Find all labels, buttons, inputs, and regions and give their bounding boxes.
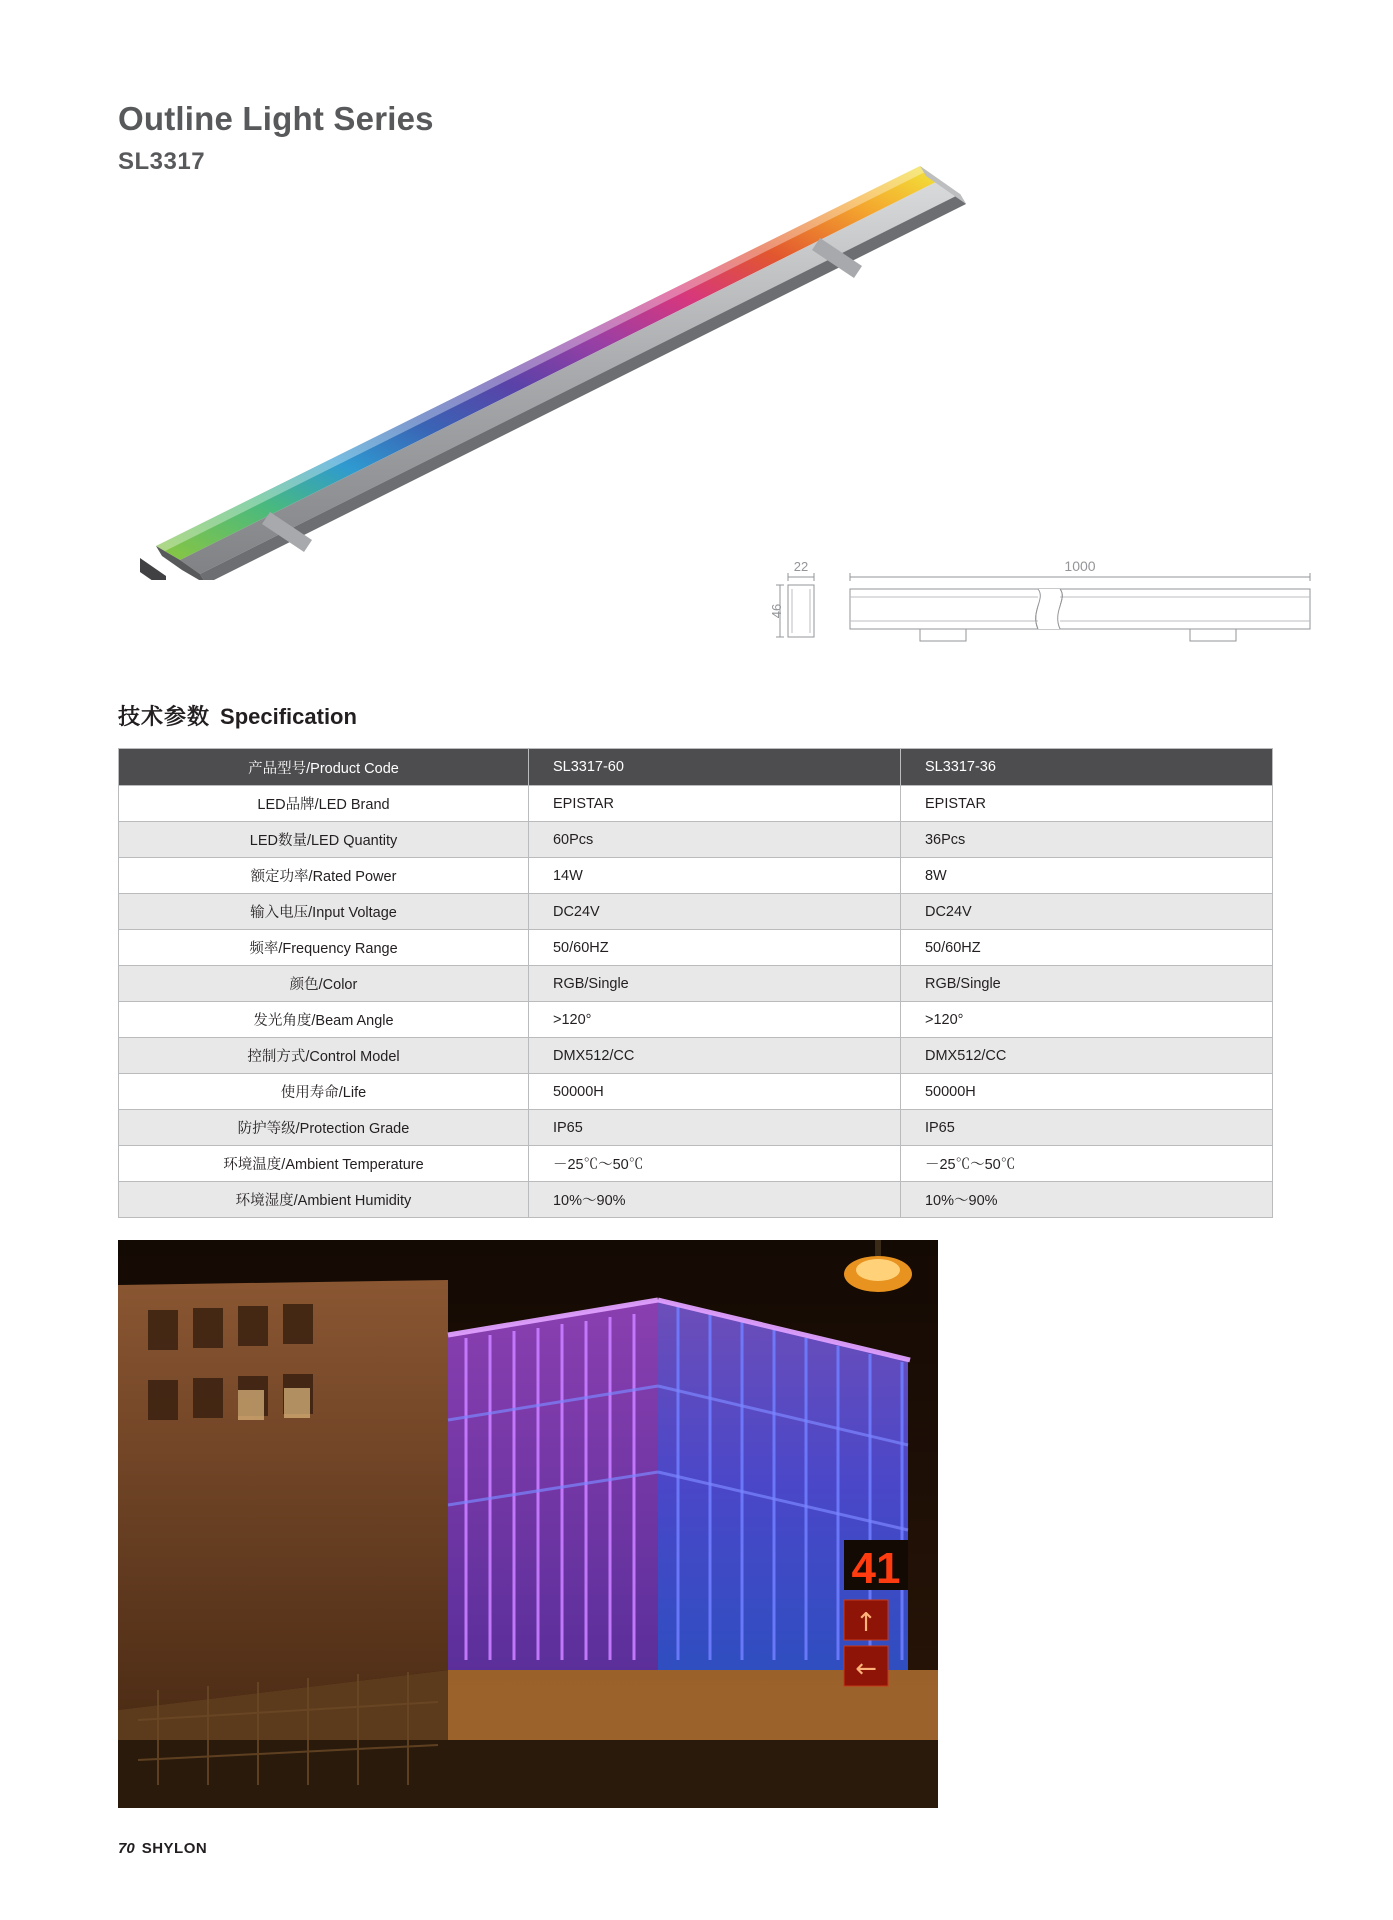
row-label: LED数量/LED Quantity [119,822,529,858]
row-value-1: IP65 [528,1110,900,1146]
specification-heading [118,700,357,731]
row-value-1: DMX512/CC [528,1038,900,1074]
specification-table [118,748,1273,1218]
header-cell-product-code: 产品型号/Product Code [119,749,529,786]
row-label: 额定功率/Rated Power [119,858,529,894]
specification-heading-cn: 技术参数 [118,704,211,729]
row-value-2: －25℃～50℃ [900,1146,1272,1182]
left-bracket [140,558,166,580]
application-photo [118,1240,938,1808]
page-footer [118,1840,207,1857]
row-value-2: RGB/Single [900,966,1272,1002]
model-subtitle: SL3317 [118,147,206,175]
table-row [119,858,1273,894]
led-sign-number: 41 [851,1544,901,1593]
aluminium-housing [180,180,960,574]
tower-left-face [448,1300,658,1670]
dimension-height-label: 46 [770,603,784,619]
row-value-2: >120° [900,1002,1272,1038]
row-label: 颜色/Color [119,966,529,1002]
row-value-1: －25℃～50℃ [528,1146,900,1182]
row-value-2: 10%～90% [900,1182,1272,1218]
table-row [119,1038,1273,1074]
row-value-1: EPISTAR [528,786,900,822]
row-value-1: 50/60HZ [528,930,900,966]
row-label: 环境温度/Ambient Temperature [119,1146,529,1182]
row-label: 输入电压/Input Voltage [119,894,529,930]
profile-bracket-1 [920,629,966,641]
svg-text:←: ← [855,1654,877,1684]
row-value-2: IP65 [900,1110,1272,1146]
row-label: 使用寿命/Life [119,1074,529,1110]
table-row [119,822,1273,858]
row-value-2: 50000H [900,1074,1272,1110]
row-value-1: 10%～90% [528,1182,900,1218]
product-hero-image [120,160,1180,580]
row-label: 环境湿度/Ambient Humidity [119,1182,529,1218]
dimension-width-label: 22 [793,559,809,574]
header-cell-model-1: SL3317-60 [528,749,900,786]
row-value-2: 50/60HZ [900,930,1272,966]
row-label: 发光角度/Beam Angle [119,1002,529,1038]
row-value-1: 14W [528,858,900,894]
row-value-1: RGB/Single [528,966,900,1002]
dimension-drawing [770,555,1350,665]
row-value-2: EPISTAR [900,786,1272,822]
row-value-2: DMX512/CC [900,1038,1272,1074]
row-label: 控制方式/Control Model [119,1038,529,1074]
brand-name: SHYLON [141,1840,208,1857]
table-row [119,894,1273,930]
page-title: Outline Light Series [118,100,434,137]
row-value-1: >120° [528,1002,900,1038]
housing-shadow [200,194,966,580]
row-label: LED品牌/LED Brand [119,786,529,822]
row-value-1: 60Pcs [528,822,900,858]
row-label: 防护等级/Protection Grade [119,1110,529,1146]
table-row [119,966,1273,1002]
table-row [119,786,1273,822]
row-value-1: 50000H [528,1074,900,1110]
diffuser-highlight [156,166,927,551]
table-row [119,1074,1273,1110]
row-value-2: 8W [900,858,1272,894]
table-row [119,1110,1273,1146]
table-row [119,930,1273,966]
svg-text:↑: ↑ [855,1608,877,1638]
table-row [119,1146,1273,1182]
street-foreground [118,1740,938,1808]
row-label: 频率/Frequency Range [119,930,529,966]
row-value-1: DC24V [528,894,900,930]
row-value-2: 36Pcs [900,822,1272,858]
page-number: 70 [118,1840,135,1857]
led-bar-illustration [120,160,1180,580]
table-header-row [119,749,1273,786]
table-row [119,1002,1273,1038]
long-profile [850,589,1310,629]
specification-heading-en: Specification [220,704,357,729]
row-value-2: DC24V [900,894,1272,930]
dimension-length-label: 1000 [1064,558,1096,574]
table-row [119,1182,1273,1218]
led-diffuser [156,166,940,560]
header-cell-model-2: SL3317-36 [900,749,1272,786]
profile-bracket-2 [1190,629,1236,641]
